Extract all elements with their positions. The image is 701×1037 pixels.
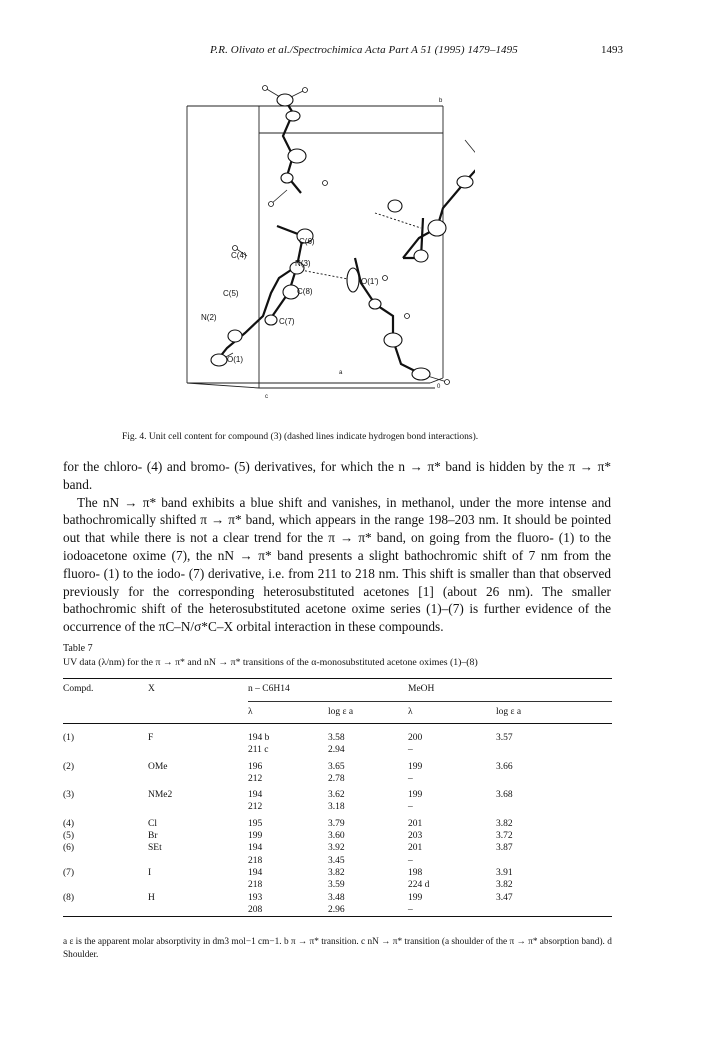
table-cell-x: NMe2 bbox=[148, 790, 173, 801]
table-cell-e2: 3.87 bbox=[496, 843, 513, 854]
table-cell-e2: 3.68 bbox=[496, 790, 513, 801]
table-cell-e2: 3.82 bbox=[496, 880, 513, 891]
table-cell-x: OMe bbox=[148, 761, 168, 772]
table-cell-e1: 3.58 bbox=[328, 733, 345, 743]
table-cell-x: F bbox=[148, 733, 154, 743]
table-cell-l1: 196 bbox=[248, 761, 263, 772]
table-cell-e1: 3.45 bbox=[328, 855, 345, 866]
table-cell-e2: 3.66 bbox=[496, 761, 513, 772]
table-row bbox=[63, 744, 612, 756]
table-cell-x bbox=[148, 801, 248, 813]
table-cell-x bbox=[148, 904, 248, 917]
table-cell-compd: (1) bbox=[63, 733, 75, 743]
table-cell-e1: 2.78 bbox=[328, 773, 345, 784]
table-cell-l1: 212 bbox=[248, 773, 263, 784]
atom-label-o1p: O(1') bbox=[361, 277, 379, 286]
table-cell-l1: 212 bbox=[248, 802, 263, 813]
table-row bbox=[63, 814, 612, 830]
atom-label-c5: C(5) bbox=[223, 289, 239, 298]
subheader-lambda-2: λ bbox=[408, 702, 496, 724]
table-cell-x bbox=[148, 744, 248, 756]
col-header-compd: Compd. bbox=[63, 679, 148, 702]
subheader-loge-1: log ε a bbox=[328, 702, 408, 724]
table-cell-e1: 3.59 bbox=[328, 880, 345, 891]
table-cell-e1: 3.79 bbox=[328, 818, 345, 829]
hydrogen-atoms bbox=[233, 86, 450, 385]
table-row bbox=[63, 801, 612, 813]
table-cell-l1: 199 bbox=[248, 831, 263, 842]
col-header-hexane bbox=[248, 679, 408, 702]
table-cell-l2: 203 bbox=[408, 831, 423, 842]
table-row bbox=[63, 842, 612, 854]
table-cell-e2 bbox=[496, 801, 612, 813]
table-row bbox=[63, 855, 612, 867]
table-cell-e2: 3.47 bbox=[496, 892, 513, 903]
axis-label-c: c bbox=[265, 394, 268, 400]
table-cell-e1: 3.48 bbox=[328, 892, 345, 903]
table-cell-x: H bbox=[148, 892, 155, 903]
table-cell-e2 bbox=[496, 904, 612, 917]
table-cell-x: Br bbox=[148, 831, 158, 842]
table-cell-l1: 211 c bbox=[248, 745, 269, 756]
paragraph-2: The nN → π* band exhibits a blue shift and vanishes, in methanol, under the more intense and bathochromically shifted π → π* band, which appears in the range 198–203 nm. It should be pointed out that while there is not a clear trend for the π → π* band, on going from the fluoro- (1) to the iodoacetone oxime (7), the nN → π* band presents a slight bathochromic shift of 7 nm from the fluoro- (1) to the iodo- (7) derivative, i.e. from 211 to 218 nm. This shift is smaller than that observed previously for the corresponding heterosubstituted acetones [1] (about 26 nm). The smaller bathochromic shift of the heterosubstituted acetone oxime series (1)–(7) is further evidence of the occurrence of the πC–N/σ*C–X orbital interaction in these compounds. bbox=[63, 494, 611, 635]
table-header-row bbox=[63, 679, 612, 702]
axis-label-a: a bbox=[339, 370, 343, 376]
atom-label-n2: N(2) bbox=[201, 313, 217, 322]
crystal-structure-drawing bbox=[175, 78, 475, 413]
bonds bbox=[215, 100, 475, 374]
table-cell-l2: – bbox=[408, 802, 413, 813]
table-cell-e2 bbox=[496, 855, 612, 867]
table-cell-e2: 3.57 bbox=[496, 733, 513, 743]
table-cell-l2: 199 bbox=[408, 761, 423, 772]
table-cell-compd bbox=[63, 904, 148, 917]
table-cell-l1: 208 bbox=[248, 904, 328, 917]
atom-label-n3: N(3) bbox=[295, 259, 311, 268]
table-cell-l2: 198 bbox=[408, 867, 423, 878]
table-cell-e1: 3.18 bbox=[328, 802, 345, 813]
axis-label-b: b bbox=[439, 98, 443, 104]
table-cell-l2: – bbox=[408, 855, 413, 866]
hydrogen-bonds bbox=[301, 213, 421, 280]
table-body bbox=[63, 724, 612, 917]
axis-label-origin: 0 bbox=[437, 384, 441, 390]
table-cell-e2: 3.72 bbox=[496, 831, 513, 842]
table-cell-compd: (2) bbox=[63, 761, 75, 772]
table-cell-e1: 3.82 bbox=[328, 867, 345, 878]
table-row bbox=[63, 785, 612, 801]
atom-label-c8: C(8) bbox=[297, 287, 313, 296]
table-cell-l2: 201 bbox=[408, 843, 423, 854]
table-cell-e2 bbox=[496, 773, 612, 785]
table-cell-l2: 201 bbox=[408, 818, 423, 829]
table-row bbox=[63, 867, 612, 879]
table-cell-l2: – bbox=[408, 773, 413, 784]
table-cell-x: I bbox=[148, 867, 152, 878]
atom-label-c4: C(4) bbox=[231, 251, 247, 260]
table-cell-e2 bbox=[496, 744, 612, 756]
table-row bbox=[63, 773, 612, 785]
table-cell-e1: 3.60 bbox=[328, 831, 345, 842]
subheader-loge-2: log ε a bbox=[496, 702, 612, 724]
table-cell-e1: 3.92 bbox=[328, 843, 345, 854]
atom-label-c6: C(6) bbox=[299, 237, 315, 246]
table-cell-l2: 199 bbox=[408, 892, 423, 903]
table-footnote: a ε is the apparent molar absorptivity in dm3 mol−1 cm−1. b π → π* transition. c nN → π* transition (a shoulder of the π → π* absorption band). d Shoulder. bbox=[63, 937, 612, 960]
col-header-x: X bbox=[148, 679, 248, 702]
table-cell-compd: (3) bbox=[63, 790, 75, 801]
table-row bbox=[63, 724, 612, 745]
table-row bbox=[63, 892, 612, 904]
table-label: Table 7 bbox=[63, 643, 93, 654]
table-cell-l2: – bbox=[408, 904, 496, 917]
table-cell-l1: 194 bbox=[248, 867, 263, 878]
table-cell-e1: 2.96 bbox=[328, 904, 408, 917]
uv-data-table bbox=[63, 678, 612, 917]
table-cell-compd: (8) bbox=[63, 892, 75, 903]
figure-caption: Fig. 4. Unit cell content for compound (3) (dashed lines indicate hydrogen bond interactions). bbox=[122, 432, 479, 442]
table-cell-l1: 194 b bbox=[248, 733, 270, 743]
table-row bbox=[63, 830, 612, 842]
atoms bbox=[211, 94, 473, 380]
table-cell-compd bbox=[63, 879, 148, 891]
table-cell-compd bbox=[63, 855, 148, 867]
table-cell-compd: (7) bbox=[63, 867, 75, 878]
table-cell-x: Cl bbox=[148, 818, 157, 829]
table-cell-e1: 3.65 bbox=[328, 761, 345, 772]
running-title: P.R. Olivato et al./Spectrochimica Acta Part A 51 (1995) 1479–1495 bbox=[210, 44, 518, 56]
table-cell-l1: 195 bbox=[248, 818, 263, 829]
table-cell-e2: 3.91 bbox=[496, 867, 513, 878]
table-cell-l2: 200 bbox=[408, 733, 423, 743]
table-cell-l1: 193 bbox=[248, 892, 263, 903]
subheader-lambda-1: λ bbox=[248, 702, 328, 724]
table-cell-compd bbox=[63, 801, 148, 813]
table-cell-compd: (5) bbox=[63, 831, 75, 842]
table-cell-l1: 218 bbox=[248, 855, 263, 866]
table-row bbox=[63, 879, 612, 891]
unit-cell-figure bbox=[175, 78, 475, 413]
table-cell-l2: – bbox=[408, 745, 413, 756]
body-text bbox=[63, 458, 611, 636]
table-cell-compd bbox=[63, 744, 148, 756]
table-cell-x bbox=[148, 879, 248, 891]
table-caption: UV data (λ/nm) for the π → π* and nN → π* transitions of the α-monosubstituted acetone oximes (1)–(8) bbox=[63, 657, 478, 668]
unit-cell-box bbox=[187, 106, 443, 388]
atom-label-c7: C(7) bbox=[279, 317, 295, 326]
table-cell-l2: 224 d bbox=[408, 880, 430, 891]
table-cell-l2: 199 bbox=[408, 790, 423, 801]
col-header-methanol: MeOH bbox=[408, 679, 612, 702]
table-cell-l1: 194 bbox=[248, 843, 263, 854]
table-cell-e1: 2.94 bbox=[328, 745, 345, 756]
paragraph-1: for the chloro- (4) and bromo- (5) derivatives, for which the n → π* band is hidden by the π → π* band. bbox=[63, 459, 611, 492]
table-cell-compd: (4) bbox=[63, 818, 75, 829]
table-subheader-row bbox=[63, 702, 612, 724]
table-cell-e1: 3.62 bbox=[328, 790, 345, 801]
table-cell-compd bbox=[63, 773, 148, 785]
table-cell-l1: 194 bbox=[248, 790, 263, 801]
table-cell-l1: 218 bbox=[248, 880, 263, 891]
hexane-label: n – C6H14 bbox=[248, 684, 290, 694]
table-cell-compd: (6) bbox=[63, 843, 75, 854]
table-cell-x: SEt bbox=[148, 843, 162, 854]
atom-label-o1: O(1) bbox=[227, 355, 243, 364]
table-cell-e2: 3.82 bbox=[496, 818, 513, 829]
table-cell-x bbox=[148, 773, 248, 785]
table-cell-x bbox=[148, 855, 248, 867]
table-row bbox=[63, 757, 612, 773]
table-row bbox=[63, 904, 612, 917]
page-number: 1493 bbox=[601, 44, 623, 56]
